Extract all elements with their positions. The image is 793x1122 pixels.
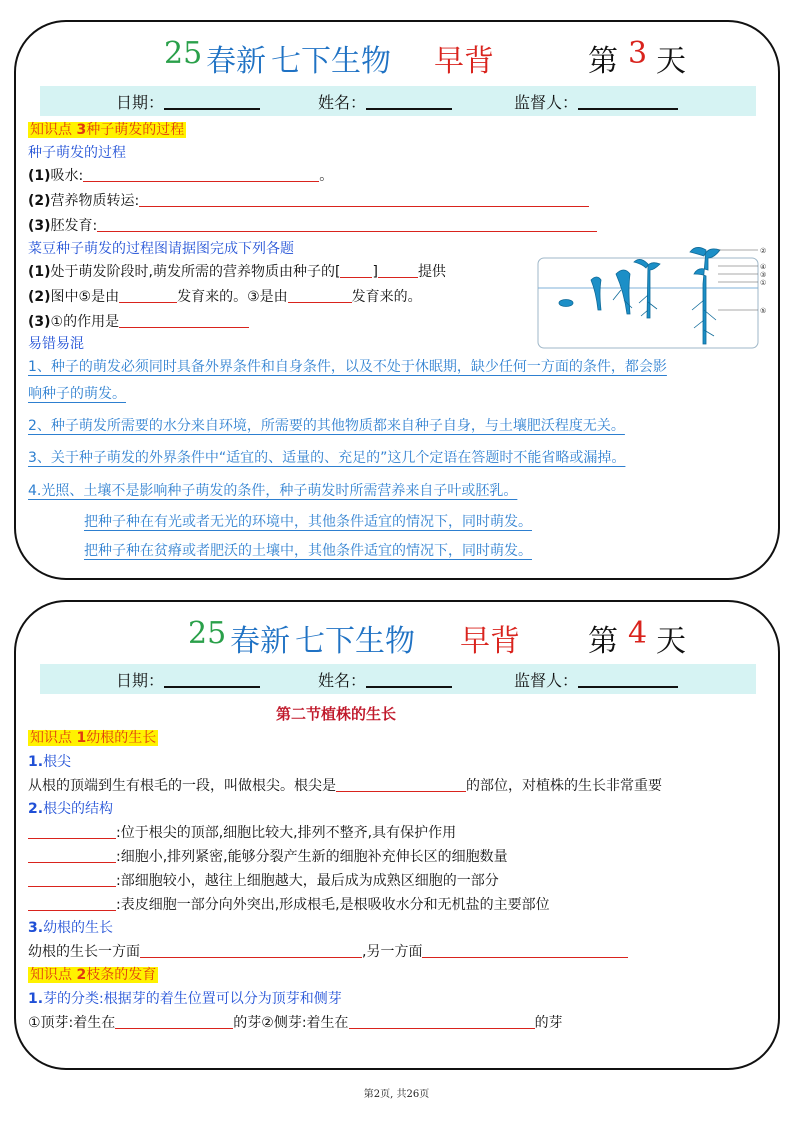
q-num: (3)	[28, 314, 51, 330]
diagram-labels	[760, 247, 766, 315]
blank[interactable]	[349, 1013, 535, 1029]
h-text: 根尖	[43, 754, 72, 770]
day4-bud-line	[28, 1013, 563, 1033]
supervisor-label: 监督人：	[514, 671, 579, 690]
mistake-4: 4.光照、土壤不是影响种子萌发的条件，种子萌发时所需营养来自子叶或胚乳。	[28, 483, 518, 499]
name-label: 姓名：	[318, 93, 367, 112]
h-num: 2.	[28, 801, 44, 817]
text: 的芽	[534, 1015, 563, 1031]
mistake-2: 2、种子萌发所需要的水分来自环境，所需要的其他物质都来自种子自身，与土壤肥沃程度无关。	[28, 418, 625, 434]
blank[interactable]	[119, 312, 249, 328]
day4-title	[16, 602, 778, 662]
text: :细胞小,排列紧密,能够分裂产生新的细胞补充伸长区的细胞数量	[116, 849, 508, 865]
structure-2	[28, 847, 508, 867]
day3-day-prefix: 第	[588, 44, 618, 79]
item-num: (2)	[28, 193, 51, 209]
item-num: (1)	[28, 168, 51, 184]
blank[interactable]	[115, 1013, 233, 1029]
germination-svg	[536, 240, 774, 350]
h-num: 1.	[28, 754, 44, 770]
q-num: (1)	[28, 264, 51, 280]
text: :部细胞较小，越往上细胞越大，最后成为成熟区细胞的一部分	[116, 873, 499, 889]
name-label: 姓名：	[318, 671, 367, 690]
text: 幼根的生长一方面	[28, 944, 140, 960]
mistake-4-soil: 把种子种在贫瘠或者肥沃的土壤中，其他条件适宜的情况下，同时萌发。	[84, 543, 532, 559]
kp-prefix: 知识点	[30, 122, 72, 138]
day4-heading-root-tip	[28, 752, 71, 772]
day3-day-num: 3	[628, 36, 648, 71]
day4-title-num: 25	[188, 616, 227, 651]
page-footer: 第2页, 共26页	[363, 1089, 430, 1100]
day3-item-2	[28, 191, 589, 211]
day4-knowledge-point-1	[28, 728, 158, 748]
seedlings	[559, 247, 720, 344]
blank[interactable]	[340, 262, 372, 278]
item-text: 营养物质转运:	[50, 193, 140, 209]
kp-prefix: 知识点	[30, 730, 72, 746]
blank[interactable]	[28, 871, 116, 887]
kp-title: 枝条的发育	[86, 967, 157, 983]
blank[interactable]	[422, 942, 628, 958]
label-5: ⑤	[760, 307, 767, 315]
label-leaders	[718, 250, 758, 310]
q-text: 图中⑤是由	[50, 289, 120, 305]
seed-stage-5	[690, 247, 720, 344]
h-text: 芽的分类:根据芽的着生位置可以分为顶芽和侧芽	[43, 991, 342, 1007]
day3-item-3	[28, 216, 597, 236]
blank[interactable]	[28, 823, 116, 839]
q-text: ①的作用是	[50, 314, 120, 330]
mistake-1b: 响种子的萌发。	[28, 386, 126, 402]
blank[interactable]	[140, 942, 362, 958]
q-text: 处于萌发阶段时,萌发所需的营养物质由种子的[	[50, 264, 341, 280]
day4-day-prefix: 第	[588, 624, 618, 659]
blank[interactable]	[28, 895, 116, 911]
item-text: 吸水:	[50, 168, 84, 184]
day4-root-tip-line	[28, 776, 662, 796]
h-text: 幼根的生长	[43, 920, 114, 936]
name-blank[interactable]	[366, 670, 452, 688]
day4-heading-bud	[28, 989, 342, 1009]
text: :位于根尖的顶部,细胞比较大,排列不整齐,具有保护作用	[116, 825, 457, 841]
item-text: 胚发育:	[50, 218, 98, 234]
kp-num: 3	[76, 122, 87, 138]
day3-knowledge-point	[28, 120, 186, 140]
structure-4	[28, 895, 550, 915]
seed-stage-4	[634, 259, 660, 318]
day4-card	[14, 600, 780, 1070]
q-text: 发育来的。	[351, 289, 422, 305]
day3-fig-q2	[28, 287, 422, 307]
date-label: 日期：	[116, 671, 165, 690]
h-num: 3.	[28, 920, 44, 936]
day3-title-red: 早背	[434, 44, 494, 79]
day4-title-main-b: 七下生物	[295, 624, 415, 659]
h-text: 根尖的结构	[43, 801, 114, 817]
day3-title-main-a: 春新	[206, 44, 266, 79]
day3-figure-heading: 菜豆种子萌发的过程图请据图完成下列各题	[28, 241, 294, 257]
blank[interactable]	[378, 262, 418, 278]
day4-info-bar	[40, 664, 756, 694]
text: :表皮细胞一部分向外突出,形成根毛,是根吸收水分和无机盐的主要部位	[116, 897, 550, 913]
day4-day-num: 4	[628, 616, 648, 651]
blank[interactable]	[97, 216, 597, 232]
day3-title	[16, 22, 778, 82]
supervisor-blank[interactable]	[578, 670, 678, 688]
blank[interactable]	[28, 847, 116, 863]
label-2: ②	[760, 247, 767, 255]
name-blank[interactable]	[366, 92, 452, 110]
label-1: ①	[760, 279, 767, 287]
kp-num: 2	[76, 967, 87, 983]
text: ,另一方面	[362, 944, 423, 960]
day3-title-main-b: 七下生物	[271, 44, 391, 79]
q-text: 提供	[417, 264, 446, 280]
day4-section-title: 第二节植株的生长	[276, 705, 397, 723]
structure-1	[28, 823, 456, 843]
day4-name-field[interactable]	[318, 668, 452, 691]
date-blank[interactable]	[164, 92, 260, 110]
h-num: 1.	[28, 991, 44, 1007]
item-tail: 。	[319, 168, 334, 184]
blank[interactable]	[336, 776, 466, 792]
day4-heading-structure	[28, 799, 113, 819]
day3-fig-q1	[28, 262, 446, 282]
kp-prefix: 知识点	[30, 967, 72, 983]
label-4: ④	[760, 263, 767, 271]
day4-day-suffix: 天	[656, 624, 686, 659]
q-num: (2)	[28, 289, 51, 305]
structure-3	[28, 871, 499, 891]
supervisor-blank[interactable]	[578, 92, 678, 110]
mistake-1a: 1、种子的萌发必须同时具备外界条件和自身条件，以及不处于休眠期，缺少任何一方面的条件，都会影	[28, 359, 667, 375]
seed-germination-diagram	[536, 240, 774, 350]
mistake-4-light: 把种子种在有光或者无光的环境中，其他条件适宜的情况下，同时萌发。	[84, 514, 532, 530]
text: 的芽②侧芽:着生在	[233, 1015, 349, 1031]
day4-title-main-a: 春新	[230, 624, 290, 659]
day3-card	[14, 20, 780, 580]
day3-sub-heading: 种子萌发的过程	[28, 145, 126, 161]
text: 从根的顶端到生有根毛的一段，叫做根尖。根尖是	[28, 778, 336, 794]
day4-supervisor-field[interactable]	[514, 668, 678, 691]
seed-stage-3	[613, 270, 632, 314]
day3-title-num: 25	[164, 36, 203, 71]
blank[interactable]	[288, 287, 352, 303]
q-text: 发育来的。③是由	[177, 289, 288, 305]
blank[interactable]	[119, 287, 177, 303]
blank[interactable]	[139, 191, 589, 207]
day4-growth-line	[28, 942, 628, 962]
label-3: ③	[760, 271, 767, 279]
day3-info-bar	[40, 86, 756, 116]
blank[interactable]	[83, 166, 319, 182]
supervisor-label: 监督人：	[514, 93, 579, 112]
item-num: (3)	[28, 218, 51, 234]
day3-item-1	[28, 166, 333, 186]
text: ①顶芽:着生在	[28, 1015, 116, 1031]
kp-title: 幼根的生长	[86, 730, 157, 746]
seed-stage-2	[591, 277, 601, 310]
day3-name-field[interactable]	[318, 90, 452, 113]
date-label: 日期：	[116, 93, 165, 112]
day4-date-field[interactable]	[116, 668, 260, 691]
kp-title: 种子萌发的过程	[86, 122, 185, 138]
day3-date-field[interactable]	[116, 90, 260, 113]
day3-fig-q3	[28, 312, 249, 332]
kp-num: 1	[76, 730, 87, 746]
day3-supervisor-field[interactable]	[514, 90, 678, 113]
date-blank[interactable]	[164, 670, 260, 688]
mistake-3: 3、关于种子萌发的外界条件中“适宜的、适量的、充足的”这几个定语在答题时不能省略或漏掉。	[28, 450, 626, 466]
text: 的部位，对植株的生长非常重要	[466, 778, 662, 794]
day4-heading-growth	[28, 918, 113, 938]
day4-title-red: 早背	[460, 624, 520, 659]
seed-stage-1	[559, 300, 573, 307]
day3-day-suffix: 天	[656, 44, 686, 79]
q-text: ]	[372, 264, 378, 280]
day4-knowledge-point-2	[28, 965, 158, 985]
day3-mistakes-heading: 易错易混	[28, 336, 84, 352]
